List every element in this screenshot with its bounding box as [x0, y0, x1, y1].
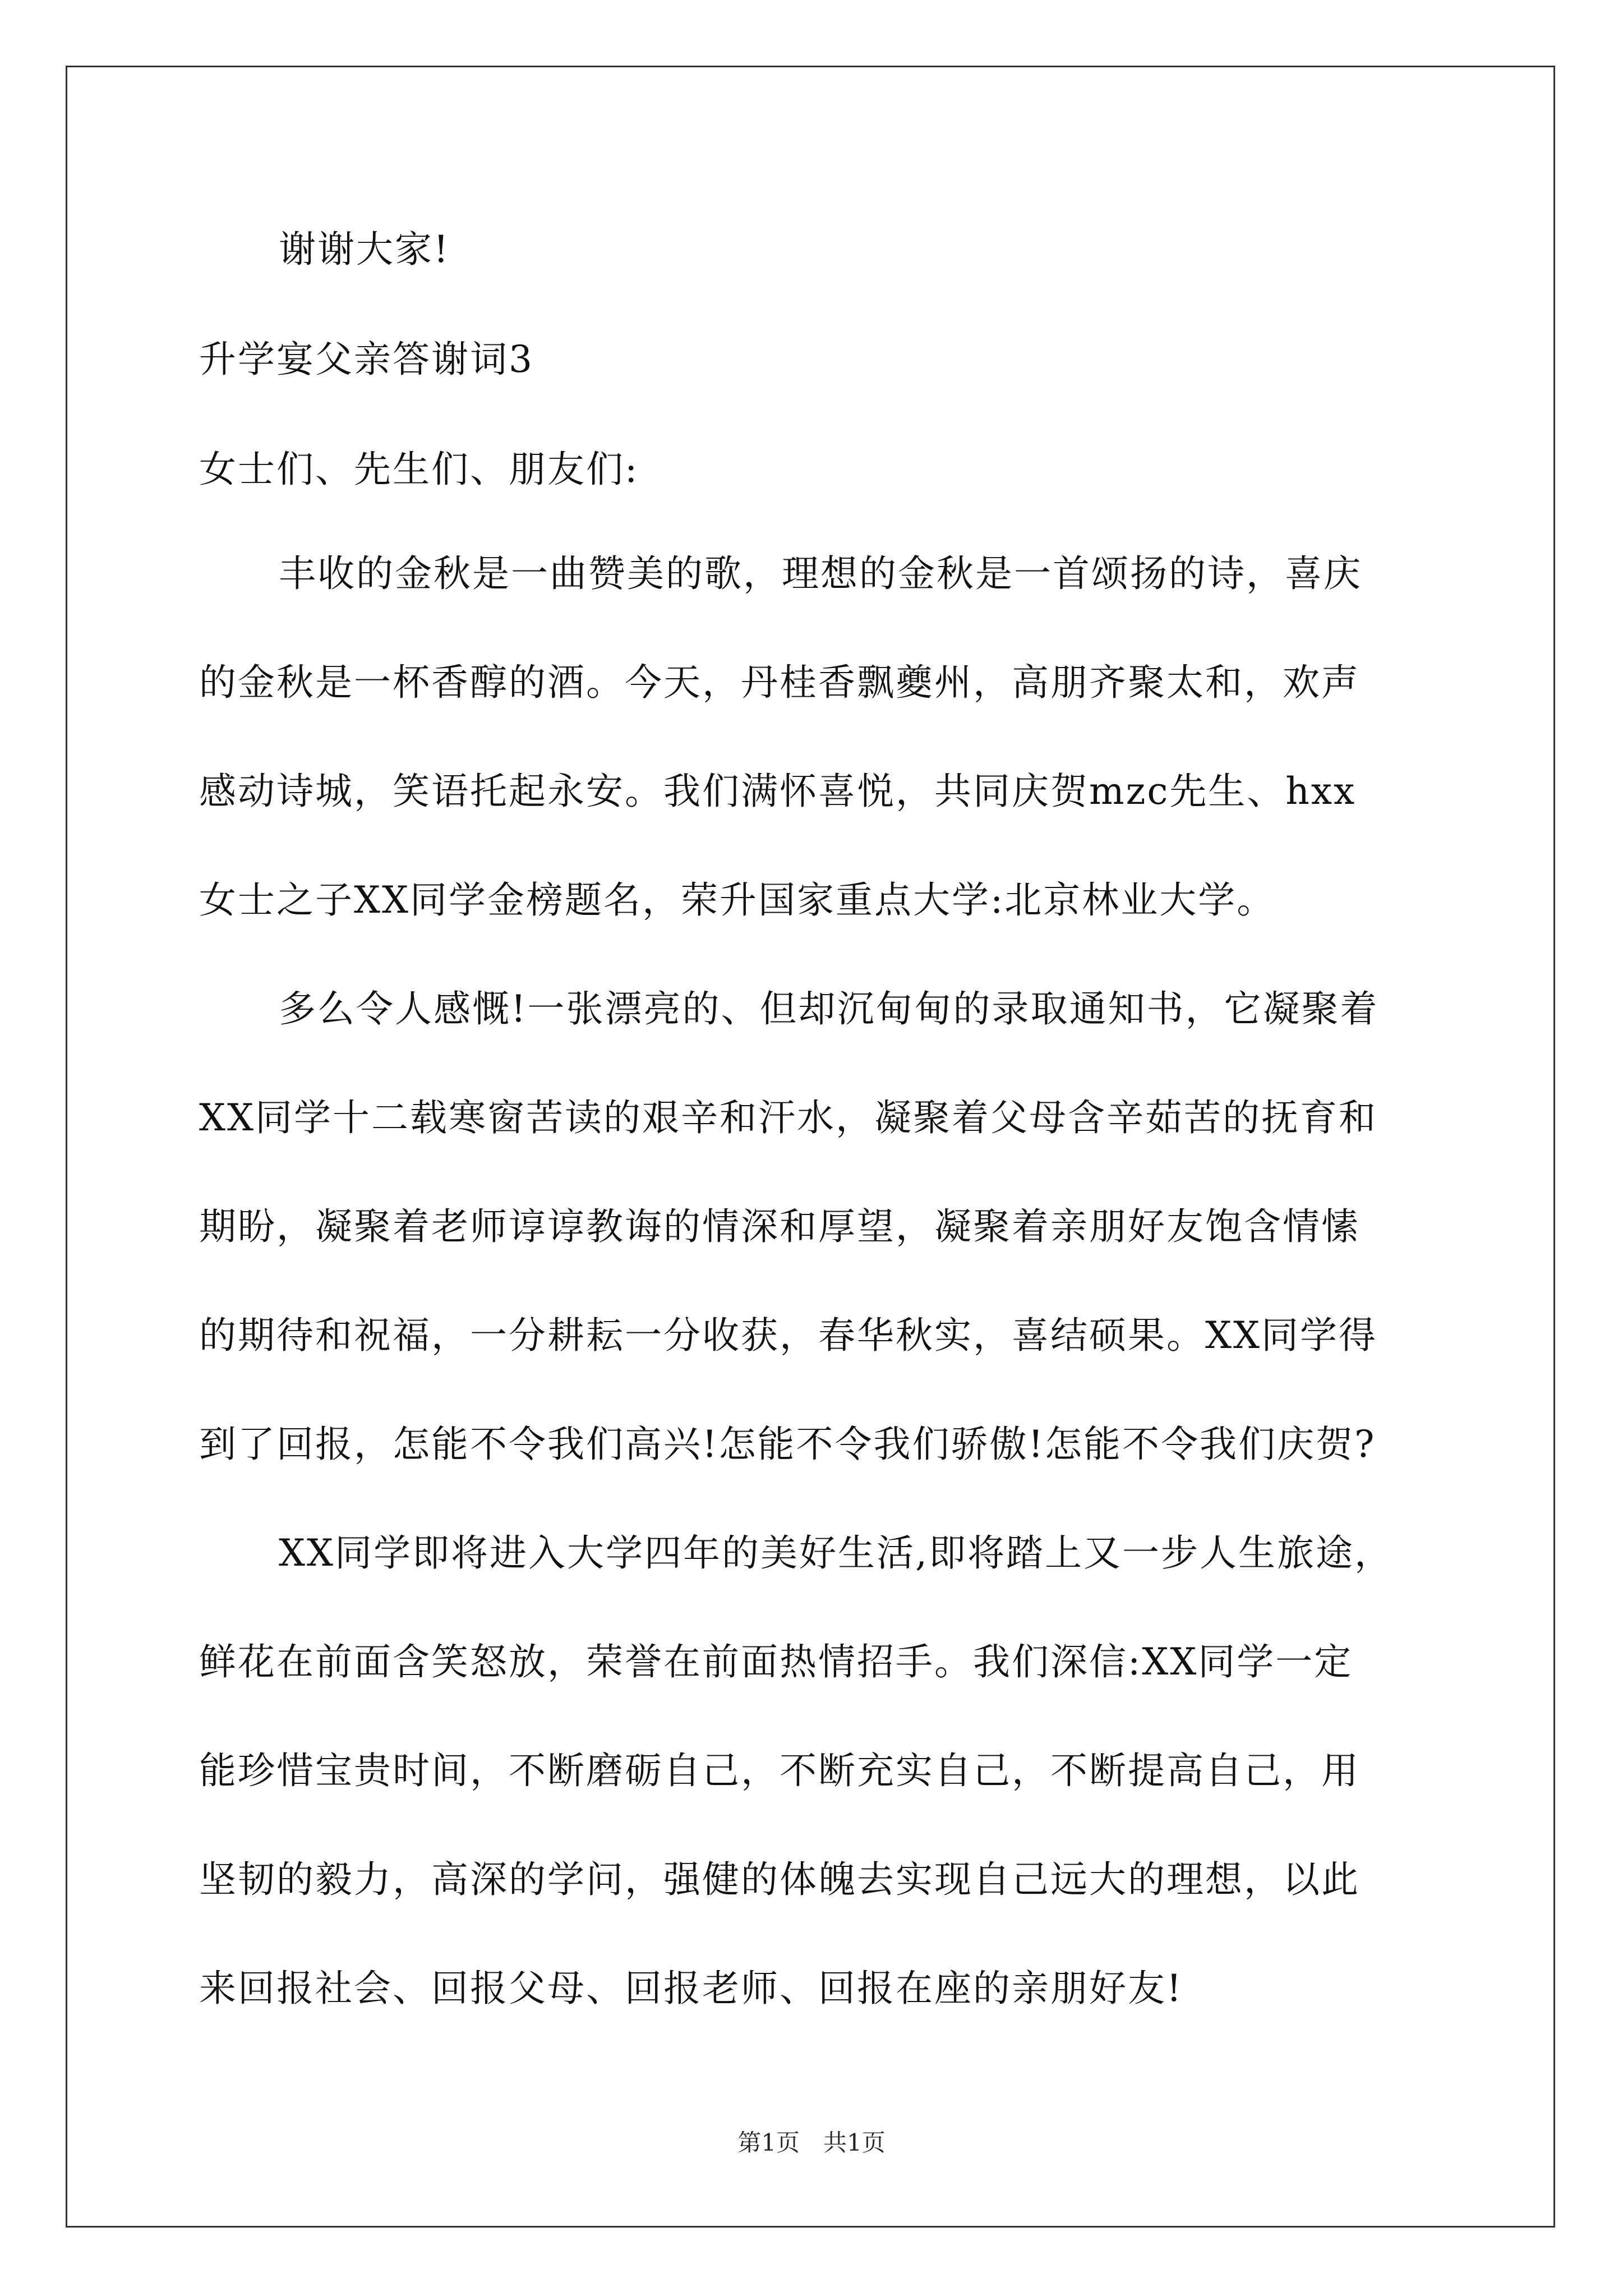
paragraph-2-line-1: 多么令人感慨!一张漂亮的、但却沉甸甸的录取通知书，它凝聚着: [279, 987, 1379, 1030]
page-footer: 第1页 共1页: [737, 2129, 886, 2156]
paragraph-2-line-5: 到了回报，怎能不令我们高兴!怎能不令我们骄傲!怎能不令我们庆贺?: [199, 1423, 1376, 1466]
paragraph-3-line-1: XX同学即将进入大学四年的美好生活,即将踏上又一步人生旅途，: [279, 1531, 1393, 1575]
paragraph-1-line-4: 女士之子XX同学金榜题名，荣升国家重点大学:北京林业大学。: [199, 878, 1276, 922]
paragraph-3-line-4: 坚韧的毅力，高深的学问，强健的体魄去实现自己远大的理想，以此: [199, 1858, 1360, 1901]
closing-line: 谢谢大家!: [279, 228, 450, 271]
paragraph-2-line-4: 的期待和祝福，一分耕耘一分收获，春华秋实，喜结硕果。XX同学得: [199, 1314, 1377, 1357]
salutation: 女士们、先生们、朋友们:: [199, 448, 639, 491]
paragraph-3-line-3: 能珍惜宝贵时间，不断磨砺自己，不断充实自己，不断提高自己，用: [199, 1749, 1360, 1792]
section-title: 升学宴父亲答谢词3: [199, 338, 534, 381]
paragraph-1-line-3: 感动诗城，笑语托起永安。我们满怀喜悦，共同庆贺mzc先生、hxx: [199, 770, 1357, 813]
paragraph-2-line-2: XX同学十二载寒窗苦读的艰辛和汗水，凝聚着父母含辛茹苦的抚育和: [199, 1096, 1377, 1139]
page-border: [66, 66, 1555, 2228]
paragraph-1-line-2: 的金秋是一杯香醇的酒。今天，丹桂香飘夔州，高朋齐聚太和，欢声: [199, 661, 1360, 704]
paragraph-1-line-1: 丰收的金秋是一曲赞美的歌，理想的金秋是一首颂扬的诗，喜庆: [279, 552, 1362, 595]
paragraph-2-line-3: 期盼，凝聚着老师谆谆教诲的情深和厚望，凝聚着亲朋好友饱含情愫: [199, 1205, 1360, 1248]
paragraph-3-line-5: 来回报社会、回报父母、回报老师、回报在座的亲朋好友!: [199, 1967, 1183, 2010]
paragraph-3-line-2: 鲜花在前面含笑怒放，荣誉在前面热情招手。我们深信:XX同学一定: [199, 1640, 1353, 1683]
